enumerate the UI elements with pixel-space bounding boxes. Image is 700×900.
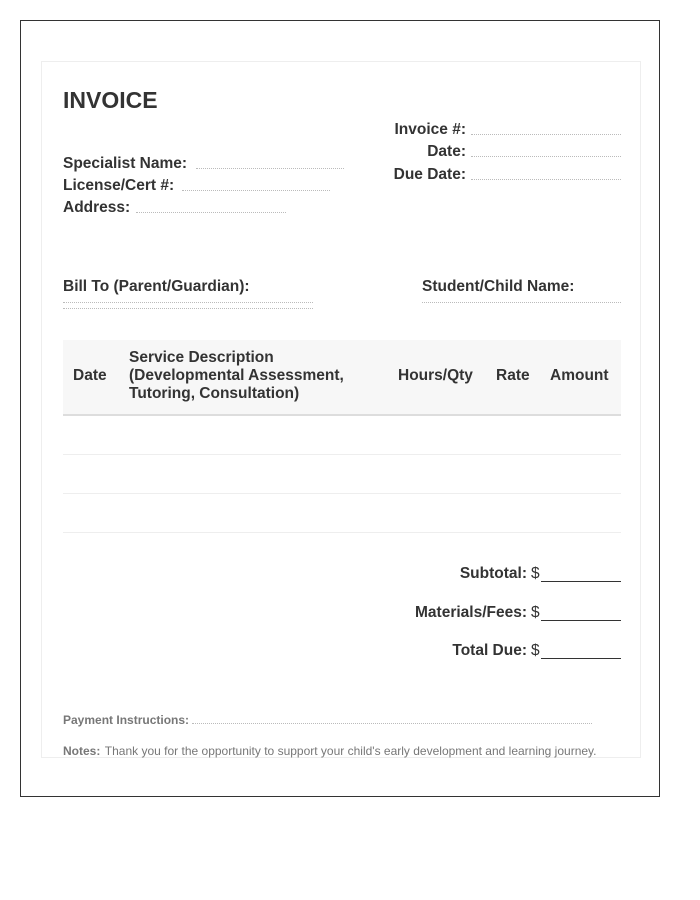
subtotal-field[interactable]	[541, 581, 621, 582]
invoice-number-label: Invoice #:	[394, 121, 466, 138]
header-description-line-2: (Developmental Assessment,	[129, 367, 344, 384]
header-description-line-3: Tutoring, Consultation)	[129, 385, 300, 402]
materials-fees-currency: $	[531, 604, 540, 621]
payment-instructions-field[interactable]	[192, 723, 592, 724]
total-due-label: Total Due:	[452, 642, 527, 659]
subtotal-currency: $	[531, 565, 540, 582]
license-field[interactable]	[182, 190, 330, 191]
header-rate: Rate	[496, 367, 530, 384]
total-due-currency: $	[531, 642, 540, 659]
header-description	[129, 349, 344, 403]
invoice-title: INVOICE	[63, 87, 158, 113]
date-field[interactable]	[471, 156, 621, 157]
address-label: Address:	[63, 199, 131, 216]
materials-fees-field[interactable]	[541, 620, 621, 621]
bill-to-label: Bill To (Parent/Guardian):	[63, 278, 250, 295]
payment-instructions-label: Payment Instructions:	[63, 713, 190, 727]
table-row[interactable]	[63, 493, 621, 494]
notes-label: Notes:	[63, 744, 101, 758]
specialist-name-field[interactable]	[196, 168, 344, 169]
table-header	[63, 340, 621, 416]
notes-line	[63, 742, 597, 760]
subtotal-label: Subtotal:	[459, 565, 527, 582]
header-description-line-1: Service Description	[129, 349, 274, 366]
page-frame	[20, 20, 660, 797]
license-label: License/Cert #:	[63, 177, 175, 194]
invoice-card	[41, 61, 641, 758]
due-date-label: Due Date:	[393, 166, 466, 183]
header-date: Date	[73, 367, 107, 384]
bill-to-field-1[interactable]	[63, 302, 313, 303]
materials-fees-label: Materials/Fees:	[415, 604, 527, 621]
header-amount: Amount	[550, 367, 609, 384]
address-field[interactable]	[136, 212, 286, 213]
due-date-field[interactable]	[471, 179, 621, 180]
table-row[interactable]	[63, 454, 621, 455]
total-due-field[interactable]	[541, 658, 621, 659]
student-name-label: Student/Child Name:	[422, 278, 575, 295]
invoice-number-field[interactable]	[471, 134, 621, 135]
student-name-field[interactable]	[422, 302, 621, 303]
header-hours-qty: Hours/Qty	[398, 367, 473, 384]
bill-to-field-2[interactable]	[63, 308, 313, 309]
date-label: Date:	[427, 143, 466, 160]
notes-text: Thank you for the opportunity to support your child's early development and learning journey.	[104, 744, 597, 758]
specialist-name-label: Specialist Name:	[63, 155, 188, 172]
table-row[interactable]	[63, 532, 621, 533]
